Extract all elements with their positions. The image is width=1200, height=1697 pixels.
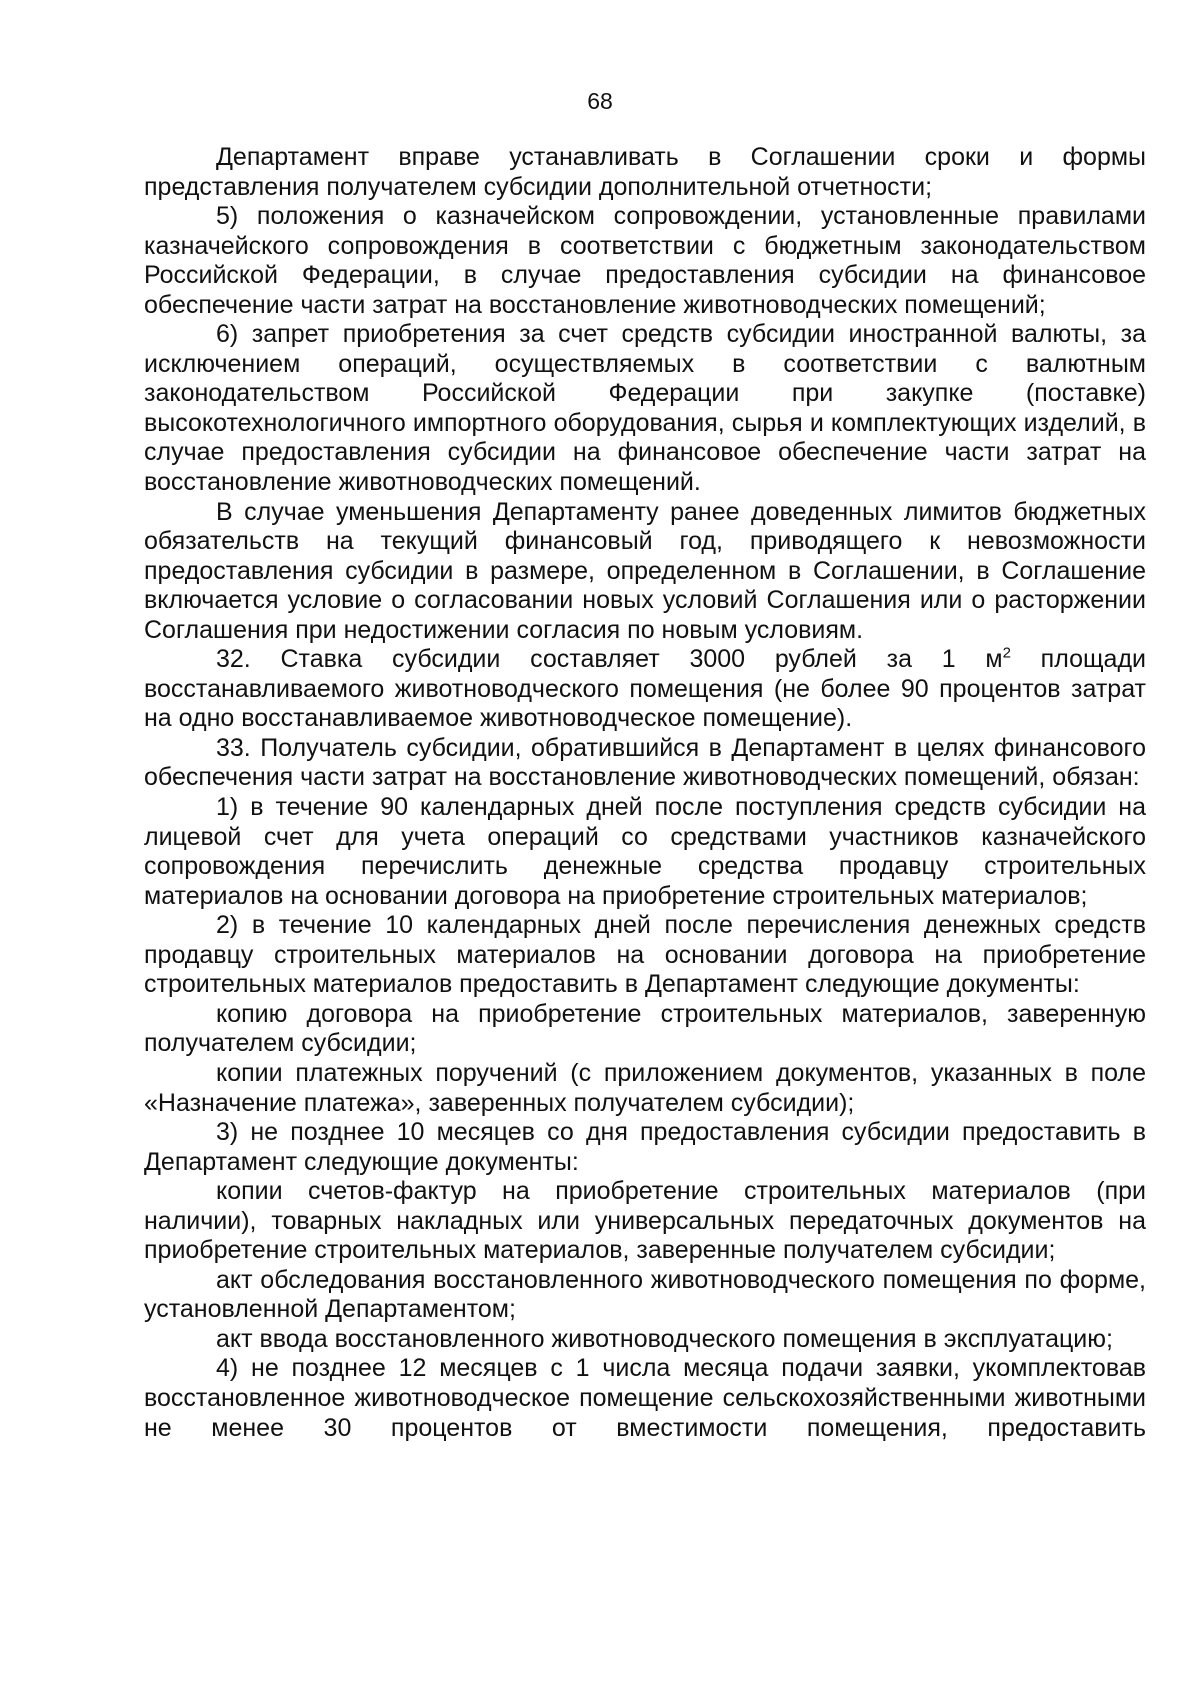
paragraph-33-item-4: 4) не позднее 12 месяцев с 1 числа месяца подачи заявки, укомплектовав восстановленное животноводческое помещение сельскохозяйственными животными не менее 30 процентов от вместимости помещения, предоставить — [144, 1354, 1146, 1442]
paragraph-reporting: Департамент вправе устанавливать в Соглашении сроки и формы представления получателем субсидии дополнительной отчетности; — [144, 143, 1146, 201]
page-number: 68 — [587, 88, 613, 114]
paragraph-32-text-rest: площади восстанавливаемого животноводческого помещения (не более 90 процентов затрат на одно восстанавливаемое животноводческое помещение). — [144, 645, 1147, 733]
paragraph-33: 33. Получатель субсидии, обратившийся в Департамент в целях финансового обеспечения части затрат на восстановление животноводческих помещений, обязан: — [144, 733, 1146, 792]
paragraph-32 — [144, 645, 1146, 734]
paragraph-invoices: копии счетов-фактур на приобретение строительных материалов (при наличии), товарных накладных или универсальных передаточных документов на приобретение строительных материалов, заверенные получателем субсидии; — [144, 1177, 1146, 1265]
document-body — [144, 143, 1146, 1443]
paragraph-32-text: 32. Ставка субсидии составляет 3000 рублей за 1 м — [216, 645, 1003, 674]
paragraph-item-6: 6) запрет приобретения за счет средств субсидии иностранной валюты, за исключением операций, осуществляемых в соответствии с валютным законодательством Российской Федерации при закупке (поставке) высокотехнологичного импортного оборудования, сырья и комплектующих изделий, в случае предоставления субсидии на финансовое обеспечение части затрат на восстановление животноводческих помещений. — [144, 320, 1146, 497]
paragraph-commissioning-act: акт ввода восстановленного животноводческого помещения в эксплуатацию; — [216, 1324, 1113, 1353]
paragraph-33-item-1: 1) в течение 90 календарных дней после поступления средств субсидии на лицевой счет для учета операций со средствами участников казначейского сопровождения перечислить денежные средства продавцу строительных материалов на основании договора на приобретение строительных материалов; — [144, 793, 1146, 910]
paragraph-inspection-act: акт обследования восстановленного животноводческого помещения по форме, установленной Департаментом; — [144, 1265, 1146, 1324]
paragraph-33-item-2: 2) в течение 10 календарных дней после перечисления денежных средств продавцу строительных материалов на основании договора на приобретение строительных материалов предоставить в Департамент следующие документы: — [144, 911, 1146, 999]
paragraph-33-item-3: 3) не позднее 10 месяцев со дня предоставления субсидии предоставить в Департамент следующие документы: — [144, 1118, 1146, 1176]
square-superscript: 2 — [1002, 644, 1011, 662]
paragraph-limits-reduction: В случае уменьшения Департаменту ранее доведенных лимитов бюджетных обязательств на текущий финансовый год, приводящего к невозможности предоставления субсидии в размере, определенном в Соглашении, в Соглашение включается условие о согласовании новых условий Соглашения или о расторжении Соглашения при недостижении согласия по новым условиям. — [144, 497, 1146, 644]
paragraph-item-5: 5) положения о казначейском сопровождении, установленные правилами казначейского сопровождения в соответствии с бюджетным законодательством Российской Федерации, в случае предоставления субсидии на финансовое обеспечение части затрат на восстановление животноводческих помещений; — [144, 202, 1146, 319]
paragraph-contract-copy: копию договора на приобретение строительных материалов, заверенную получателем субсидии; — [144, 999, 1146, 1058]
paragraph-payment-orders: копии платежных поручений (с приложением документов, указанных в поле «Назначение платежа», заверенных получателем субсидии); — [144, 1058, 1146, 1117]
